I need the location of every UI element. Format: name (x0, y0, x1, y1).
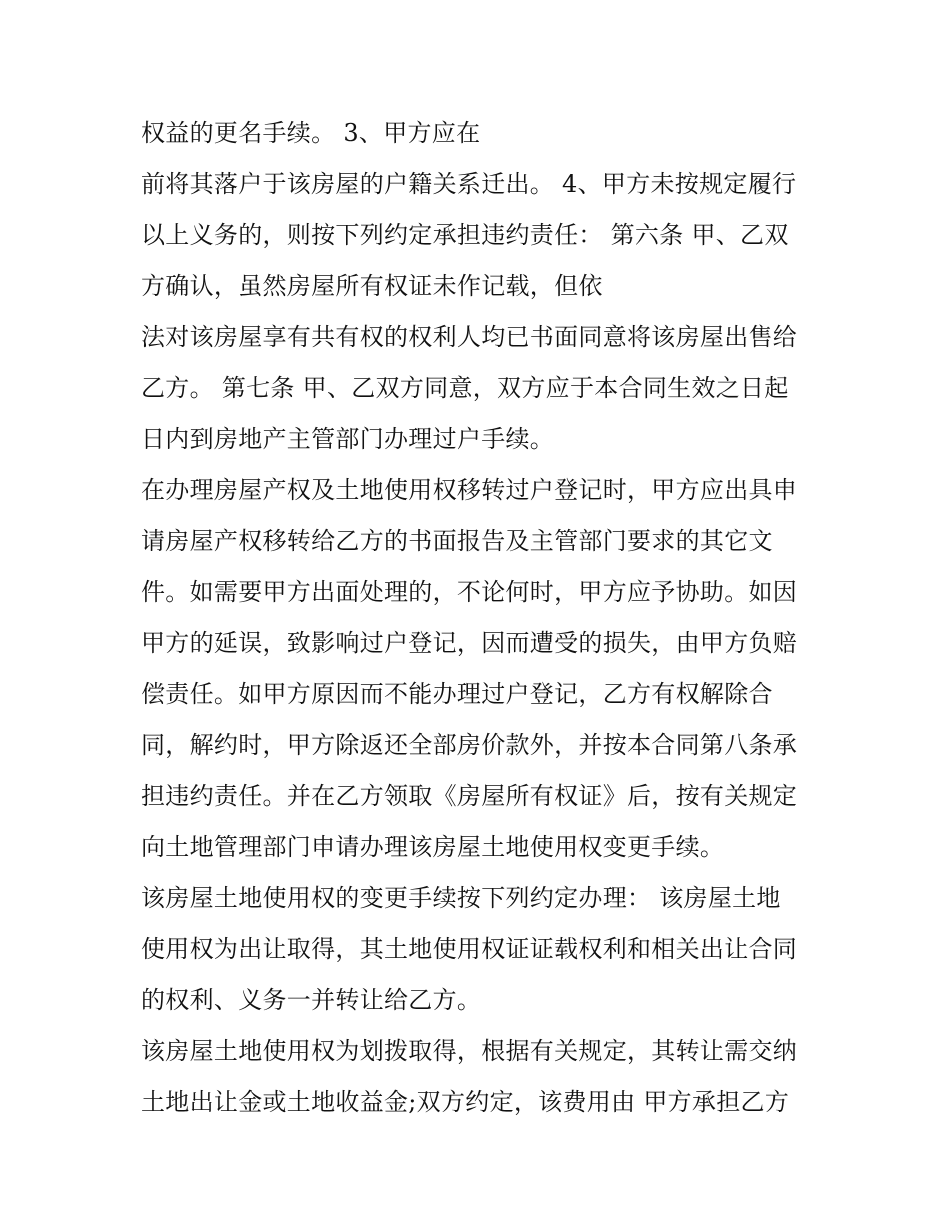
text-line: 土地出让金或土地收益金;双方约定，该费用由 甲方承担乙方 (141, 1088, 790, 1116)
text-line: 权益的更名手续。 3、甲方应在 (141, 119, 481, 147)
text-line: 请房屋产权移转给乙方的书面报告及主管部门要求的其它文 (141, 527, 773, 555)
text-line: 乙方。 第七条 甲、乙双方同意，双方应于本合同生效之日起 (141, 374, 789, 402)
text-line: 以上义务的，则按下列约定承担违约责任： 第六条 甲、乙双 (141, 221, 789, 249)
text-line: 甲方的延误，致影响过户登记，因而遭受的损失，由甲方负赔 (141, 629, 798, 657)
text-line: 前将其落户于该房屋的户籍关系迁出。 4、甲方未按规定履行 (141, 170, 797, 198)
text-line: 法对该房屋享有共有权的权利人均已书面同意将该房屋出售给 (141, 323, 798, 351)
text-line: 日内到房地产主管部门办理过户手续。 (141, 425, 555, 453)
text-line: 方确认，虽然房屋所有权证未作记载，但依 (141, 272, 603, 300)
text-line: 向土地管理部门申请办理该房屋土地使用权变更手续。 (141, 833, 725, 861)
text-line: 该房屋土地使用权的变更手续按下列约定办理： 该房屋土地 (141, 884, 781, 912)
text-line: 该房屋土地使用权为划拨取得，根据有关规定，其转让需交纳 (141, 1037, 798, 1065)
text-line: 同，解约时，甲方除返还全部房价款外，并按本合同第八条承 (141, 731, 798, 759)
text-line: 担违约责任。并在乙方领取《房屋所有权证》后，按有关规定 (141, 782, 798, 810)
text-line: 件。如需要甲方出面处理的，不论何时，甲方应予协助。如因 (141, 578, 798, 606)
text-line: 偿责任。如甲方原因而不能办理过户登记，乙方有权解除合 (141, 680, 773, 708)
document-body (141, 108, 821, 1128)
text-line: 在办理房屋产权及土地使用权移转过户登记时，甲方应出具申 (141, 476, 798, 504)
text-line: 使用权为出让取得，其土地使用权证证载权利和相关出让合同 (141, 935, 798, 963)
text-line: 的权利、义务一并转让给乙方。 (141, 986, 482, 1014)
